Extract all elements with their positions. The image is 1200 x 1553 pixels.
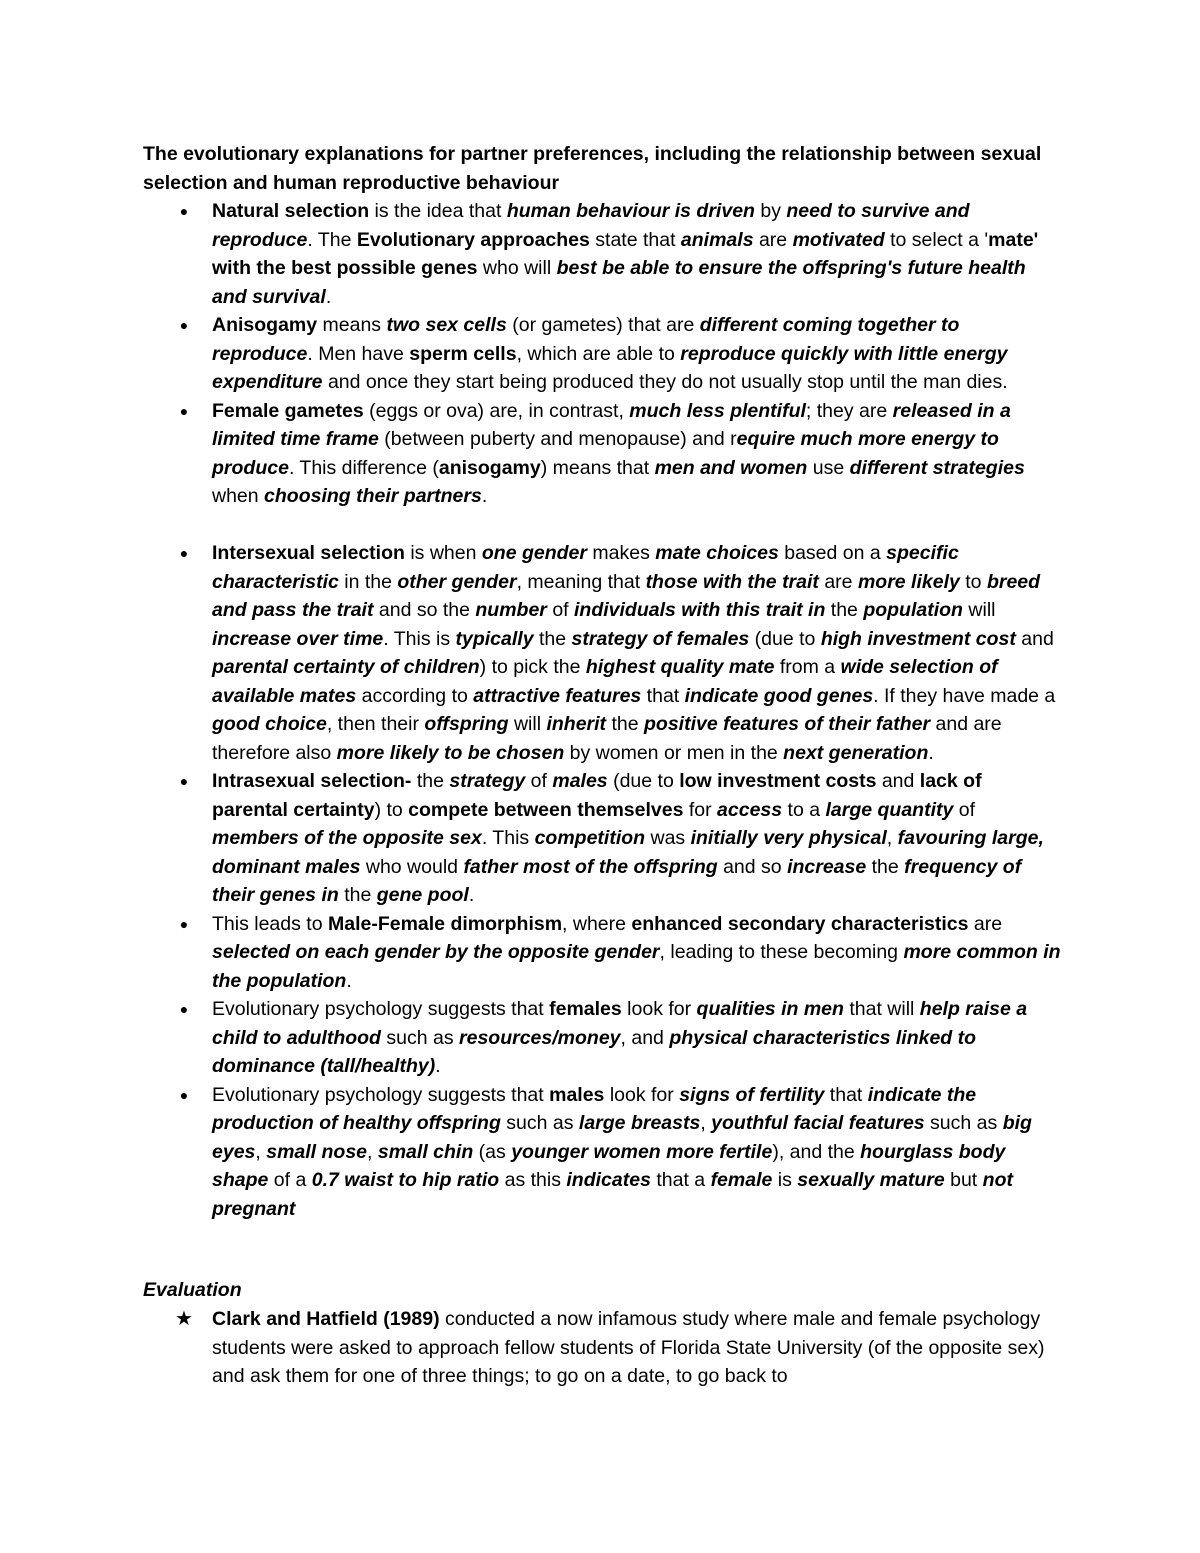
bullet-icon: ● <box>179 402 189 419</box>
text-run: Anisogamy <box>212 314 318 336</box>
text-run: wide selection of available mates <box>212 656 998 707</box>
bullet-list <box>0 197 1200 1223</box>
text-run: not pregnant <box>212 1169 1013 1220</box>
list-item <box>0 910 1062 996</box>
text-run: the <box>866 855 905 878</box>
text-run: enhanced secondary characteristics <box>631 912 969 935</box>
text-run: as this <box>499 1169 567 1191</box>
text-run: two sex cells <box>386 314 507 336</box>
text-run: hourglass body shape <box>212 1140 1006 1191</box>
text-run: that a <box>650 1169 711 1191</box>
text-run: in the <box>338 570 398 593</box>
text-run: . Men have <box>307 342 410 365</box>
text-run: other gender <box>397 570 517 593</box>
text-run: females <box>549 998 622 1020</box>
text-run: and so the <box>373 599 476 621</box>
text-run: initially very physical <box>690 827 887 849</box>
text-run: indicate good genes <box>684 684 874 707</box>
text-run: released in a limited time frame <box>212 399 1011 450</box>
text-run: will <box>962 599 996 621</box>
text-run: signs of fertility <box>679 1083 825 1106</box>
bullet-icon: ● <box>179 773 189 789</box>
text-run: ; they are <box>805 399 893 422</box>
text-run: large breasts <box>578 1112 701 1134</box>
text-run: physical characteristics linked to dominance (tall/healthy) <box>212 1026 977 1077</box>
text-run: inherit <box>546 713 607 735</box>
text-run: , <box>700 1112 712 1134</box>
text-run: (due to <box>607 770 680 792</box>
text-run: large quantity <box>825 798 954 821</box>
text-run: look for <box>604 1083 680 1106</box>
text-run: qualities in men <box>696 998 844 1020</box>
text-run: , <box>367 1140 378 1163</box>
text-run: ) to pick the <box>479 656 586 678</box>
list-item <box>0 1081 1062 1224</box>
text-run: Female gametes <box>212 399 364 422</box>
text-run: increase over time <box>212 627 384 650</box>
text-run: who would <box>360 855 464 878</box>
list-item <box>0 397 1062 511</box>
text-run: breed and pass the trait <box>212 570 1041 621</box>
text-run: that <box>824 1083 868 1106</box>
text-run: reproduce quickly with little energy expenditure <box>212 342 1008 393</box>
text-run: father most of the offspring <box>463 855 718 878</box>
text-run: that will <box>843 998 920 1020</box>
text-run: Intrasexual selection- <box>212 770 412 792</box>
text-run: state that <box>589 228 681 251</box>
text-run: is when <box>404 542 482 564</box>
text-run: more common in the population <box>212 941 1061 992</box>
text-run: Male-Female dimorphism <box>327 912 563 935</box>
text-run: more likely <box>857 570 960 593</box>
text-run: of <box>953 798 976 821</box>
text-run: Evolutionary psychology suggests that <box>212 998 550 1020</box>
text-run: ) to <box>374 798 409 821</box>
text-run: from a <box>774 656 841 678</box>
list-item <box>0 995 1062 1081</box>
text-run: by women or men in the <box>564 741 784 764</box>
text-run: selected on each gender by the opposite gender <box>212 941 660 963</box>
text-run: compete between themselves <box>408 798 684 821</box>
text-run: the <box>825 599 864 621</box>
list-item <box>0 197 1062 311</box>
bullet-icon: ● <box>179 545 189 561</box>
text-run: such as <box>500 1112 579 1134</box>
text-run: population <box>863 599 963 621</box>
text-run: is <box>772 1169 798 1191</box>
text-run: the <box>411 770 450 792</box>
text-run: (eggs or ova) are, in contrast, <box>363 399 630 422</box>
text-run: , <box>886 827 898 849</box>
text-run: , then their <box>326 713 425 735</box>
text-run: the <box>606 713 645 735</box>
bullet-icon: ● <box>179 317 189 333</box>
text-run: . The <box>307 228 357 251</box>
text-run: equire much more energy to produce <box>212 428 999 479</box>
text-run: typically <box>455 627 534 650</box>
text-run: and <box>876 770 920 792</box>
list-item <box>0 767 1062 910</box>
text-run: conducted a now infamous study where male and female psychology students were asked to approach fellow students of Florida State University (of the opposite sex) and ask them for one of three things; to go on a date, to go back to <box>212 1308 1045 1387</box>
list-item <box>0 311 1062 397</box>
text-run: to <box>959 570 987 593</box>
text-run: males <box>549 1083 605 1106</box>
text-run: (or gametes) that are <box>506 314 700 336</box>
text-run: younger women more fertile <box>511 1140 773 1163</box>
text-run: 0.7 waist to hip ratio <box>311 1169 500 1191</box>
text-run: mate choices <box>655 542 779 564</box>
text-run: favouring large, dominant males <box>212 827 1044 878</box>
text-run: . <box>325 285 332 308</box>
bullet-icon: ● <box>179 203 189 219</box>
text-run: individuals with this trait in <box>574 599 826 621</box>
text-run: the <box>338 884 377 906</box>
text-run: members of the opposite sex <box>212 827 482 849</box>
text-run: youthful facial features <box>711 1112 925 1134</box>
text-run: next generation <box>783 741 929 764</box>
star-icon: ★ <box>175 1308 193 1330</box>
text-run: offspring <box>424 713 509 735</box>
text-run: will <box>508 713 547 735</box>
text-run: to a <box>782 798 826 821</box>
text-run: frequency of their genes in <box>212 855 1022 906</box>
text-run: highest quality mate <box>585 656 775 678</box>
text-run: (due to <box>749 627 821 650</box>
text-run: are <box>818 570 858 593</box>
text-run: ) means that <box>540 456 655 479</box>
text-run: access <box>717 798 783 821</box>
text-run: lack of parental certainty <box>212 770 982 821</box>
text-run: and once they start being produced they do not usually stop until the man dies. <box>322 371 1008 393</box>
text-run: males <box>552 770 608 792</box>
text-run: . If they have made a <box>873 684 1056 707</box>
text-run: according to <box>356 684 474 707</box>
text-run: . This <box>481 827 535 849</box>
text-run: men and women <box>654 456 808 479</box>
text-run: need to survive and reproduce <box>212 200 970 251</box>
text-run: resources/money <box>459 1026 621 1049</box>
text-run: that <box>641 684 685 707</box>
text-run: motivated <box>792 228 885 251</box>
text-run: increase <box>787 855 867 878</box>
text-run: ), and the <box>772 1140 861 1163</box>
text-run: high investment cost <box>820 627 1016 650</box>
text-run: . This difference ( <box>288 456 439 479</box>
text-run: and are therefore also <box>212 713 1002 764</box>
text-run: indicates <box>566 1169 651 1191</box>
document-title: The evolutionary explanations for partner preferences, including the relationship between sexual selection and human reproductive behaviour <box>143 143 1042 194</box>
text-run: of <box>525 770 553 792</box>
text-run: much less plentiful <box>629 399 806 422</box>
bullet-icon: ● <box>179 1001 189 1017</box>
text-run: number <box>475 599 547 621</box>
text-run: for <box>683 798 718 821</box>
text-run: to select a ' <box>884 228 989 251</box>
text-run: use <box>807 456 850 479</box>
text-run: but <box>944 1169 983 1191</box>
text-run: . <box>481 485 488 507</box>
text-run: means <box>317 314 387 336</box>
list-item <box>0 539 1062 767</box>
text-run: attractive features <box>473 684 642 707</box>
text-run: look for <box>621 998 697 1020</box>
text-run: . This is <box>383 627 456 650</box>
text-run: sperm cells <box>409 342 517 365</box>
text-run: female <box>710 1169 773 1191</box>
text-run: when <box>212 485 265 507</box>
text-run: animals <box>680 228 754 251</box>
text-run: are <box>753 228 793 251</box>
text-run: sexually mature <box>797 1169 945 1191</box>
text-run: small nose <box>266 1140 368 1163</box>
text-run: by <box>754 200 787 222</box>
text-run: mate' with the best possible genes <box>212 228 1039 279</box>
text-run: of a <box>268 1169 312 1191</box>
text-run: good choice <box>212 713 327 735</box>
text-run: . <box>346 969 352 992</box>
bullet-icon: ● <box>179 915 189 932</box>
list-item <box>0 1305 1062 1391</box>
text-run: those with the trait <box>645 570 819 593</box>
text-run: help raise a child to adulthood <box>212 998 1028 1049</box>
text-run: , where <box>562 912 632 935</box>
text-run: This leads to <box>212 912 328 935</box>
text-run: low investment costs <box>679 770 877 792</box>
text-run: , and <box>620 1026 670 1049</box>
text-run: big eyes <box>212 1112 1032 1163</box>
text-run: Evolutionary approaches <box>356 228 590 251</box>
text-run: specific characteristic <box>212 542 959 593</box>
text-run: who will <box>477 257 557 279</box>
text-run: Intersexual selection <box>212 542 405 564</box>
text-run: indicate the production of healthy offspring <box>212 1083 977 1134</box>
text-run: different coming together to reproduce <box>212 314 960 365</box>
text-run: competition <box>534 827 646 849</box>
text-run: is the idea that <box>369 200 507 222</box>
text-run: more likely to be chosen <box>336 741 565 764</box>
text-run: Clark and Hatfield (1989) <box>212 1308 440 1330</box>
text-run: human behaviour is driven <box>506 200 755 222</box>
text-run: anisogamy <box>438 456 541 479</box>
text-run: strategy of females <box>571 627 750 650</box>
text-run: , <box>255 1140 267 1163</box>
text-run: (between puberty and menopause) and r <box>378 428 737 450</box>
text-run: was <box>645 827 691 849</box>
text-run: , meaning that <box>516 570 646 593</box>
text-run: (as <box>473 1140 512 1163</box>
text-run: of <box>546 599 575 621</box>
text-run: strategy <box>449 770 526 792</box>
text-run: best be able to ensure the offspring's future health and survival <box>212 257 1026 308</box>
text-run: such as <box>380 1026 460 1049</box>
text-run: different strategies <box>849 456 1025 479</box>
text-run: such as <box>924 1112 1003 1134</box>
evaluation-list <box>0 1305 1200 1391</box>
text-run: the <box>533 627 572 650</box>
text-run: and so <box>717 855 788 878</box>
bullet-icon: ● <box>179 1086 189 1103</box>
text-run: based on a <box>778 542 887 564</box>
text-run: Natural selection <box>212 200 370 222</box>
evaluation-heading: Evaluation <box>143 1279 242 1301</box>
text-run: are <box>968 912 1003 935</box>
text-run: and <box>1015 627 1054 650</box>
text-run: one gender <box>481 542 587 564</box>
text-run: makes <box>586 542 656 564</box>
text-run: gene pool <box>376 884 469 906</box>
text-run: choosing their partners <box>264 485 482 507</box>
text-run: . <box>435 1055 441 1077</box>
text-run: Evolutionary psychology suggests that <box>212 1083 550 1106</box>
text-run: , leading to these becoming <box>659 941 904 963</box>
text-run: . <box>928 741 934 764</box>
text-run: . <box>468 884 475 906</box>
text-run: parental certainty of children <box>212 656 480 678</box>
text-run: small chin <box>377 1140 474 1163</box>
text-run: positive features of their father <box>644 713 931 735</box>
text-run: , which are able to <box>516 342 681 365</box>
